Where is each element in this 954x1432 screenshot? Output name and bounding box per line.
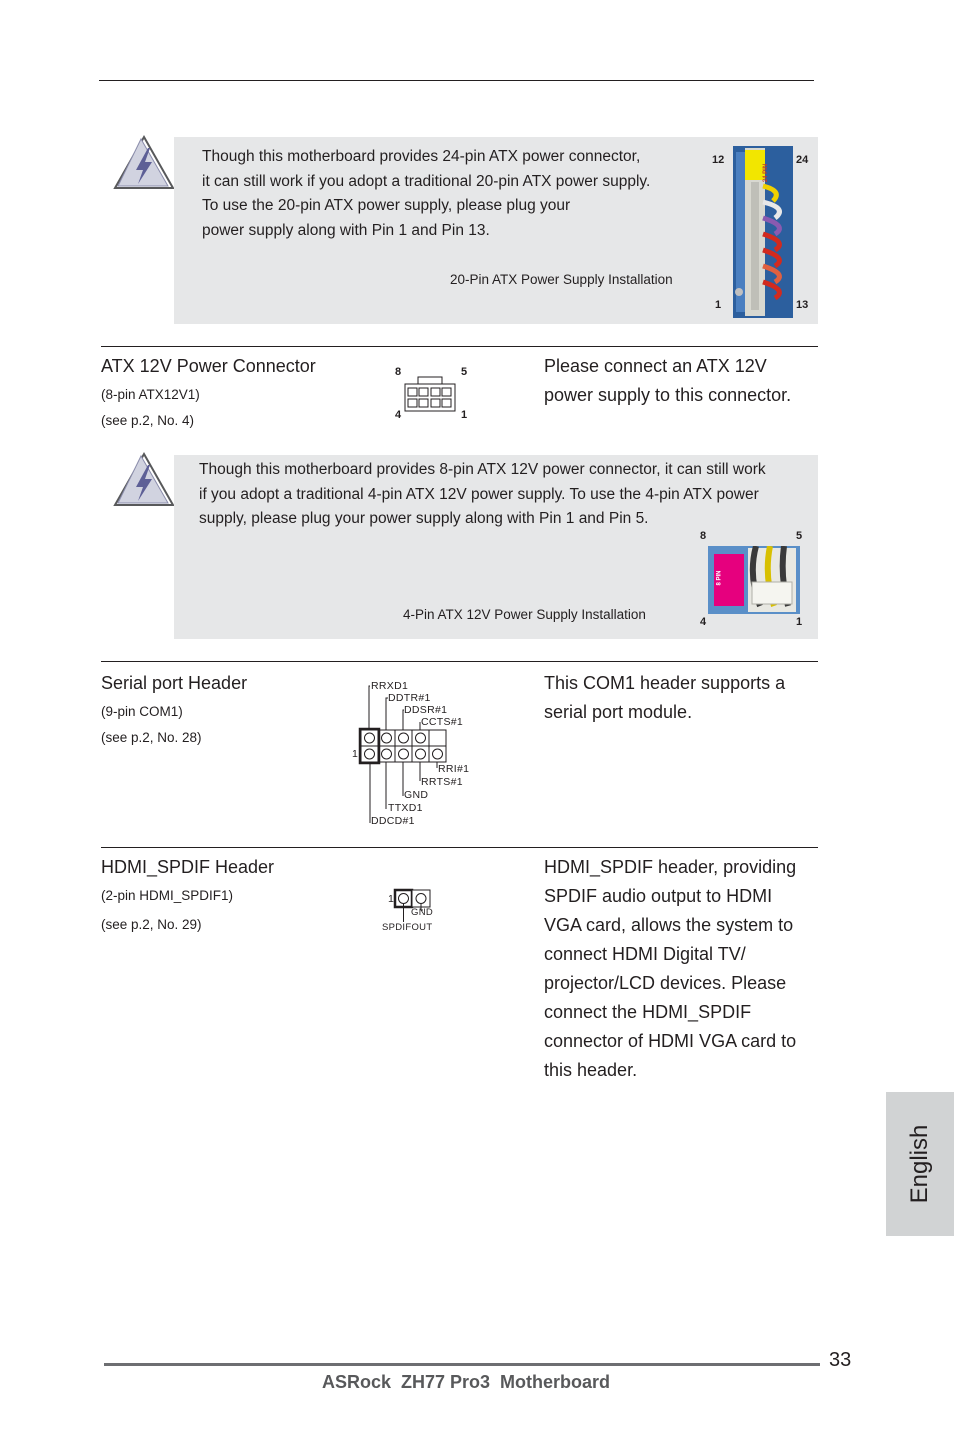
pin-label: 5 — [796, 530, 803, 542]
warning-icon — [112, 451, 176, 509]
section-rule — [101, 847, 818, 848]
pin-label-ddtr: DDTR#1 — [388, 692, 431, 704]
section-rule — [101, 346, 818, 347]
note-20pin-text — [202, 145, 702, 243]
footer-product: ASRock ZH77 Pro3 Motherboard — [322, 1372, 611, 1392]
connector-label: 8 PIN — [716, 570, 723, 586]
pin-label: 5 — [461, 366, 468, 378]
note-line: it can still work if you adopt a traditional 20-pin ATX power supply. — [202, 172, 651, 190]
note-line: power supply along with Pin 1 and Pin 13. — [202, 221, 490, 239]
desc-line: this header. — [544, 1060, 638, 1080]
pin-label-gnd: GND — [404, 789, 429, 801]
connector-label: 24 PIN — [763, 163, 770, 183]
pin-label-gnd: GND — [411, 907, 434, 918]
desc-line: This COM1 header supports a — [544, 673, 786, 693]
pin-label: 8 — [700, 530, 707, 542]
atx12v-description — [544, 352, 824, 410]
hdmi-title: HDMI_SPDIF Header — [101, 857, 275, 877]
note-line: Though this motherboard provides 24-pin ATX power connector, — [202, 148, 641, 165]
pin-label: 1 — [715, 299, 722, 311]
pin-label: 13 — [796, 299, 809, 311]
note-line: Though this motherboard provides 8-pin ATX 12V power connector, it can still work — [199, 461, 766, 478]
desc-line: connect HDMI Digital TV/ — [544, 944, 746, 964]
pin-label: 4 — [395, 409, 402, 421]
hdmi-description — [544, 853, 834, 1085]
desc-line: serial port module. — [544, 702, 693, 722]
pin-label-ddsr: DDSR#1 — [404, 704, 448, 716]
note-line: supply, please plug your power supply along with Pin 1 and Pin 5. — [199, 510, 649, 527]
language-tab — [886, 1092, 954, 1236]
atx12v-page-ref: (see p.2, No. 4) — [101, 413, 195, 428]
desc-line: SPDIF audio output to HDMI — [544, 886, 773, 906]
pin-label: 8 — [395, 366, 402, 378]
pin-label: 12 — [712, 154, 725, 166]
page-number: 33 — [829, 1349, 852, 1371]
hdmi-pin-count: (2-pin HDMI_SPDIF1) — [101, 888, 234, 903]
desc-line: connect the HDMI_SPDIF — [544, 1002, 752, 1022]
footer-rule — [104, 1363, 820, 1366]
serial-title: Serial port Header — [101, 673, 248, 693]
note-4pin-text — [199, 458, 819, 532]
pin-label-spdifout: SPDIFOUT — [382, 922, 433, 933]
pin-label-rrxd: RRXD1 — [371, 680, 409, 692]
desc-line: connector of HDMI VGA card to — [544, 1031, 797, 1051]
pin-label: 24 — [796, 154, 809, 166]
serial-pin-count: (9-pin COM1) — [101, 704, 183, 719]
desc-line: Please connect an ATX 12V — [544, 356, 767, 376]
pin-label: 4 — [700, 616, 707, 628]
serial-page-ref: (see p.2, No. 28) — [101, 730, 202, 745]
note-20pin-caption: 20-Pin ATX Power Supply Installation — [450, 272, 673, 287]
pin-label: 1 — [461, 409, 468, 421]
atx12v-pin-count: (8-pin ATX12V1) — [101, 387, 200, 402]
serial-description — [544, 669, 824, 727]
pin-label-rrts: RRTS#1 — [421, 776, 463, 788]
top-rule — [99, 80, 814, 81]
pin-label-rri: RRI#1 — [438, 763, 470, 775]
hdmi-page-ref: (see p.2, No. 29) — [101, 917, 202, 932]
atx12v-title: ATX 12V Power Connector — [101, 356, 316, 376]
warning-icon — [112, 134, 176, 192]
desc-line: power supply to this connector. — [544, 385, 792, 405]
note-line: To use the 20-pin ATX power supply, please plug your — [202, 197, 571, 214]
pin-label-ddcd: DDCD#1 — [371, 815, 415, 827]
note-4pin-caption: 4-Pin ATX 12V Power Supply Installation — [403, 607, 646, 622]
section-rule — [101, 661, 818, 662]
pin-label-one: 1 — [388, 893, 395, 905]
pin-label-ccts: CCTS#1 — [421, 716, 464, 728]
note-line: if you adopt a traditional 4-pin ATX 12V power supply. To use the 4-pin ATX power — [199, 485, 759, 503]
pin-label-one: 1 — [352, 748, 359, 760]
pin-label: 1 — [796, 616, 803, 628]
desc-line: VGA card, allows the system to — [544, 915, 794, 935]
desc-line: HDMI_SPDIF header, providing — [544, 857, 797, 877]
pin-label-ttxd: TTXD1 — [388, 802, 423, 814]
language-tab-label: English — [906, 1124, 933, 1204]
desc-line: projector/LCD devices. Please — [544, 973, 787, 993]
atx12v-connector-diagram — [404, 376, 456, 412]
